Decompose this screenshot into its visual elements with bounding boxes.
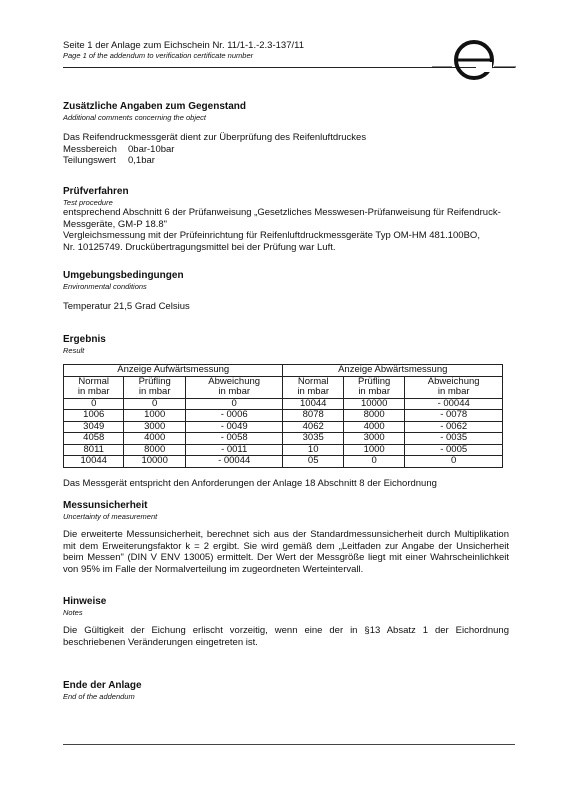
table-cell: 3049 [64, 421, 124, 433]
range-label: Messbereich [63, 143, 117, 155]
range-row [63, 144, 523, 156]
table-cell: 1000 [124, 410, 185, 422]
procedure-line: Messgeräte, GM-P 18.8" [63, 218, 168, 230]
result-table-body [64, 398, 503, 467]
table-cell: 0 [64, 398, 124, 410]
section-procedure [63, 186, 523, 253]
notes-text: Die Gültigkeit der Eichung erlischt vorzeitig, wenn eine der in §13 Absatz 1 der Eichordnung beschriebenen Veränderungen eingetreten ist. [63, 625, 509, 648]
table-cell: 3000 [343, 433, 404, 445]
table-cell: - 0062 [405, 421, 503, 433]
group-downward-header: Anzeige Abwärtsmessung [283, 365, 503, 377]
table-row [64, 398, 503, 410]
section-uncertainty [63, 500, 523, 575]
procedure-line: Vergleichsmessung mit der Prüfeinrichtung für Reifenluftdruckmessgeräte Typ OM-HM 481.100BO, [63, 230, 480, 241]
section-notes [63, 596, 523, 648]
table-cell: 10000 [343, 398, 404, 410]
table-cell: 05 [283, 456, 343, 468]
result-table [63, 364, 503, 468]
uncertainty-text: Die erweiterte Messunsicherheit, berechnet sich aus der Standardmessunsicherheit durch Multiplikation mit dem Erweiterungsfaktor k = 2 ergibt. Sie wird gemäß dem „Leitfaden zur Angabe der Unsicherheit beim Messen" (DIN V ENV 13005) ermittelt. Der Wert der Messgröße liegt mit einer Wahrscheinlichkeit von 95% im Falle der Normalverteilung im zugeordneten Werteintervall. [63, 529, 509, 575]
eichamt-logo-icon [432, 40, 516, 80]
table-cell: 8000 [124, 444, 185, 456]
table-cell: 10044 [64, 456, 124, 468]
column-header: Prüfling in mbar [343, 376, 404, 398]
table-cell: 4000 [124, 433, 185, 445]
temperature-text: Temperatur 21,5 Grad Celsius [63, 301, 190, 312]
division-label: Teilungswert [63, 155, 116, 166]
table-cell: 10000 [124, 456, 185, 468]
table-cell: 8000 [343, 410, 404, 422]
group-upward-header: Anzeige Aufwärtsmessung [64, 365, 283, 377]
table-cell: - 00044 [185, 456, 283, 468]
table-row [64, 444, 503, 456]
table-cell: - 00044 [405, 398, 503, 410]
table-row [64, 421, 503, 433]
conformity-statement: Das Messgerät entspricht den Anforderungen der Anlage 18 Abschnitt 8 der Eichordnung [63, 478, 437, 489]
table-row [64, 456, 503, 468]
section-heading: Messunsicherheit [63, 500, 148, 511]
section-subheading: Environmental conditions [63, 282, 147, 291]
section-heading: Ende der Anlage [63, 680, 142, 691]
section-subheading: Result [63, 346, 85, 355]
header-subtitle: Page 1 of the addendum to verification certificate number [63, 51, 254, 60]
section-environment [63, 270, 523, 313]
table-cell: 0 [185, 398, 283, 410]
table-cell: 0 [343, 456, 404, 468]
table-cell: 1000 [343, 444, 404, 456]
table-cell: 3000 [124, 421, 185, 433]
table-cell: 0 [124, 398, 185, 410]
table-cell: - 0049 [185, 421, 283, 433]
table-cell: - 0011 [185, 444, 283, 456]
header-title: Seite 1 der Anlage zum Eichschein Nr. 11/1-1.-2.3-137/11 [63, 40, 304, 51]
section-end [63, 680, 523, 701]
column-header: Abweichung in mbar [405, 376, 503, 398]
procedure-line: entsprechend Abschnitt 6 der Prüfanweisung „Gesetzliches Messwesen-Prüfanweisung für Reifendruck- [63, 207, 501, 218]
column-header: Abweichung in mbar [185, 376, 283, 398]
table-row [64, 410, 503, 422]
table-cell: 8011 [64, 444, 124, 456]
section-subheading: Uncertainty of measurement [63, 512, 158, 521]
column-header-row [64, 376, 503, 398]
table-cell: - 0035 [405, 433, 503, 445]
section-object [63, 101, 523, 167]
table-cell: - 0006 [185, 410, 283, 422]
table-cell: - 0058 [185, 433, 283, 445]
table-row [64, 433, 503, 445]
section-result [63, 334, 523, 355]
table-cell: - 0005 [405, 444, 503, 456]
section-heading: Ergebnis [63, 334, 106, 345]
section-subheading: Test procedure [63, 198, 113, 207]
section-heading: Zusätzliche Angaben zum Gegenstand [63, 101, 246, 112]
section-subheading: End of the addendum [63, 692, 135, 701]
table-cell: 3035 [283, 433, 343, 445]
division-row [63, 155, 523, 167]
table-cell: 4058 [64, 433, 124, 445]
table-cell: 10 [283, 444, 343, 456]
table-cell: 8078 [283, 410, 343, 422]
table-cell: - 0078 [405, 410, 503, 422]
column-header: Prüfling in mbar [124, 376, 185, 398]
procedure-line: Nr. 10125749. Druckübertragungsmittel bei der Prüfung war Luft. [63, 241, 336, 253]
footer-rule [63, 744, 515, 745]
section-subheading: Notes [63, 608, 83, 617]
table-cell: 0 [405, 456, 503, 468]
column-header: Normal in mbar [64, 376, 124, 398]
section-heading: Prüfverfahren [63, 186, 129, 197]
column-header: Normal in mbar [283, 376, 343, 398]
range-value: 0bar-10bar [128, 143, 175, 155]
section-heading: Hinweise [63, 596, 107, 607]
division-value: 0,1bar [128, 155, 155, 166]
section-subheading: Additional comments concerning the object [63, 113, 206, 122]
table-cell: 4000 [343, 421, 404, 433]
section-heading: Umgebungsbedingungen [63, 270, 184, 281]
object-description: Das Reifendruckmessgerät dient zur Überprüfung des Reifenluftdruckes [63, 132, 367, 143]
table-cell: 10044 [283, 398, 343, 410]
table-cell: 4062 [283, 421, 343, 433]
table-cell: 1006 [64, 410, 124, 422]
